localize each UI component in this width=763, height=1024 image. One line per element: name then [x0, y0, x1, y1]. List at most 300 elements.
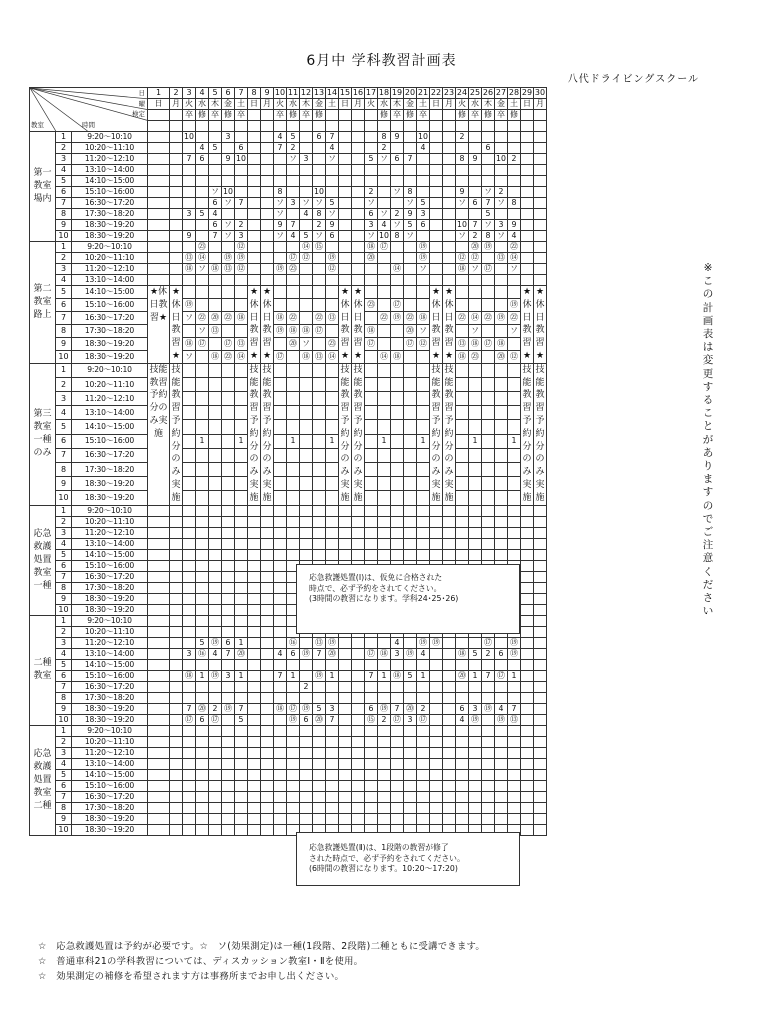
grid-cell — [183, 143, 196, 154]
grid-cell: ⑰ — [417, 714, 430, 725]
grid-cell — [534, 758, 547, 769]
grid-cell: ㉒ — [313, 311, 326, 324]
grid-cell — [378, 363, 391, 377]
grid-cell: ⑫ — [326, 264, 339, 275]
grid-cell — [222, 681, 235, 692]
period-number: 5 — [56, 769, 72, 780]
grid-cell: ⑲ — [209, 637, 222, 648]
grid-cell: 3 — [287, 198, 300, 209]
day-header: 1 — [148, 88, 170, 99]
grid-cell — [365, 549, 378, 560]
grid-cell — [417, 736, 430, 747]
grid-cell — [508, 176, 521, 187]
grid-cell: 4 — [326, 143, 339, 154]
grid-cell: 7 — [209, 231, 222, 242]
grid-cell — [326, 242, 339, 253]
grid-cell — [148, 242, 170, 253]
grid-cell — [430, 505, 443, 516]
period-number: 10 — [56, 231, 72, 242]
weekday-header: 金 — [313, 99, 326, 110]
grid-cell — [508, 132, 521, 143]
grid-cell — [352, 143, 365, 154]
grid-cell: 7 — [222, 648, 235, 659]
grid-cell — [170, 824, 183, 835]
grid-cell: ⑲ — [222, 703, 235, 714]
grid-cell: 5 — [404, 220, 417, 231]
grid-cell — [469, 132, 482, 143]
grid-cell: 3 — [365, 220, 378, 231]
grid-cell — [196, 802, 209, 813]
grid-cell — [326, 491, 339, 505]
grid-cell — [196, 165, 209, 176]
grid-cell — [339, 659, 352, 670]
grid-cell — [534, 198, 547, 209]
period-number: 8 — [56, 692, 72, 703]
grid-cell — [300, 736, 313, 747]
grid-cell — [378, 165, 391, 176]
grid-cell — [378, 659, 391, 670]
grid-cell — [339, 813, 352, 824]
grid-cell — [313, 298, 326, 311]
grid-cell — [261, 242, 274, 253]
test-header: 卒 — [495, 110, 508, 121]
grid-cell — [287, 813, 300, 824]
grid-cell: 3 — [391, 648, 404, 659]
period-time: 17:30～18:20 — [72, 209, 148, 220]
weekday-header: 日 — [339, 99, 352, 110]
grid-cell — [222, 377, 235, 391]
grid-cell — [274, 298, 287, 311]
period-number: 8 — [56, 324, 72, 337]
grid-cell — [534, 154, 547, 165]
grid-cell: 7 — [326, 714, 339, 725]
period-time: 9:20～10:10 — [72, 242, 148, 253]
grid-cell — [495, 176, 508, 187]
grid-cell — [170, 505, 183, 516]
grid-cell — [521, 275, 534, 286]
grid-cell — [404, 637, 417, 648]
grid-cell — [287, 780, 300, 791]
grid-cell — [521, 604, 534, 615]
grid-cell — [430, 154, 443, 165]
grid-cell: 7 — [235, 703, 248, 714]
header-blank — [391, 121, 404, 132]
grid-cell — [248, 571, 261, 582]
grid-cell — [222, 275, 235, 286]
grid-cell — [339, 736, 352, 747]
grid-cell — [339, 187, 352, 198]
grid-cell — [300, 491, 313, 505]
grid-cell — [287, 769, 300, 780]
grid-cell — [274, 462, 287, 476]
grid-cell — [261, 736, 274, 747]
grid-cell — [196, 350, 209, 363]
grid-cell — [261, 154, 274, 165]
grid-cell — [378, 527, 391, 538]
grid-cell — [456, 176, 469, 187]
grid-cell — [170, 714, 183, 725]
grid-cell — [300, 176, 313, 187]
header-blank — [248, 121, 261, 132]
grid-cell — [495, 165, 508, 176]
grid-cell: ⑳ — [196, 703, 209, 714]
holiday-cell: ★休日教習★ — [261, 286, 274, 364]
grid-cell — [261, 780, 274, 791]
grid-cell — [287, 477, 300, 491]
schedule-row — [30, 324, 547, 337]
schedule-row — [30, 659, 547, 670]
schedule-row — [30, 681, 547, 692]
grid-cell — [222, 560, 235, 571]
grid-cell — [365, 392, 378, 406]
grid-cell — [404, 659, 417, 670]
period-time: 18:30～19:20 — [72, 231, 148, 242]
grid-cell — [378, 253, 391, 264]
grid-cell: 2 — [469, 231, 482, 242]
grid-cell: 3 — [222, 132, 235, 143]
grid-cell: 6 — [365, 703, 378, 714]
grid-cell — [248, 220, 261, 231]
grid-cell: 9 — [222, 154, 235, 165]
grid-cell — [248, 242, 261, 253]
grid-cell — [183, 604, 196, 615]
grid-cell — [235, 505, 248, 516]
grid-cell — [430, 681, 443, 692]
weekday-header: 土 — [235, 99, 248, 110]
grid-cell — [313, 813, 326, 824]
grid-cell — [482, 286, 495, 299]
schedule-row — [30, 527, 547, 538]
grid-cell — [378, 187, 391, 198]
grid-cell — [495, 264, 508, 275]
period-time: 16:30～17:20 — [72, 448, 148, 462]
grid-cell — [469, 692, 482, 703]
grid-cell: 1 — [235, 670, 248, 681]
header-blank — [287, 121, 300, 132]
grid-cell — [313, 434, 326, 448]
schedule-row — [30, 143, 547, 154]
period-time: 13:10～14:00 — [72, 648, 148, 659]
grid-cell — [534, 791, 547, 802]
grid-cell — [183, 242, 196, 253]
grid-cell — [248, 132, 261, 143]
grid-cell — [196, 505, 209, 516]
grid-cell — [417, 420, 430, 434]
period-time: 15:10～16:00 — [72, 560, 148, 571]
grid-cell: ソ — [326, 154, 339, 165]
grid-cell: ⑱ — [417, 311, 430, 324]
grid-cell — [508, 659, 521, 670]
grid-cell — [352, 747, 365, 758]
grid-cell: ⑳ — [404, 324, 417, 337]
grid-cell: ⑱ — [456, 648, 469, 659]
grid-cell — [274, 802, 287, 813]
grid-cell — [261, 516, 274, 527]
grid-cell — [339, 165, 352, 176]
grid-cell — [235, 747, 248, 758]
grid-cell — [365, 736, 378, 747]
header-blank — [261, 121, 274, 132]
test-header: 卒 — [209, 110, 222, 121]
grid-cell — [469, 477, 482, 491]
grid-cell — [222, 659, 235, 670]
grid-cell: ソ — [274, 231, 287, 242]
grid-cell: 5 — [235, 714, 248, 725]
grid-cell — [235, 538, 248, 549]
grid-cell — [495, 286, 508, 299]
grid-cell: 5 — [196, 637, 209, 648]
grid-cell — [261, 538, 274, 549]
grid-cell — [222, 571, 235, 582]
grid-cell — [378, 637, 391, 648]
schedule-row — [30, 337, 547, 350]
grid-cell — [443, 209, 456, 220]
grid-cell — [495, 791, 508, 802]
grid-cell — [313, 377, 326, 391]
grid-cell — [508, 363, 521, 377]
grid-cell: ⑳ — [456, 670, 469, 681]
grid-cell: ⑱ — [287, 324, 300, 337]
test-header: 修 — [196, 110, 209, 121]
grid-cell — [261, 758, 274, 769]
grid-cell — [469, 505, 482, 516]
grid-cell — [365, 132, 378, 143]
grid-cell — [170, 615, 183, 626]
grid-cell — [313, 769, 326, 780]
schedule-row — [30, 220, 547, 231]
period-time: 13:10～14:00 — [72, 538, 148, 549]
period-time: 15:10～16:00 — [72, 780, 148, 791]
grid-cell — [300, 637, 313, 648]
grid-cell — [339, 681, 352, 692]
grid-cell — [482, 298, 495, 311]
period-time: 18:30～19:20 — [72, 220, 148, 231]
section-label: 第二教室 路上 — [30, 242, 56, 364]
grid-cell — [352, 264, 365, 275]
grid-cell — [365, 802, 378, 813]
grid-cell — [148, 659, 170, 670]
grid-cell: 7 — [391, 703, 404, 714]
grid-cell: 2 — [495, 187, 508, 198]
grid-cell — [404, 462, 417, 476]
grid-cell — [148, 264, 170, 275]
grid-cell: 4 — [378, 220, 391, 231]
grid-cell: ソ — [417, 324, 430, 337]
grid-cell — [365, 747, 378, 758]
grid-cell — [261, 505, 274, 516]
period-number: 4 — [56, 406, 72, 420]
test-header — [148, 110, 170, 121]
day-header: 10 — [274, 88, 286, 97]
grid-cell: 9 — [404, 209, 417, 220]
grid-cell — [300, 132, 313, 143]
grid-cell: 2 — [209, 703, 222, 714]
grid-cell — [326, 448, 339, 462]
schedule-row — [30, 714, 547, 725]
grid-cell — [469, 377, 482, 391]
grid-cell — [482, 747, 495, 758]
grid-cell — [495, 491, 508, 505]
grid-cell — [352, 758, 365, 769]
grid-cell — [534, 670, 547, 681]
grid-cell — [443, 275, 456, 286]
grid-cell — [196, 824, 209, 835]
grid-cell — [352, 549, 365, 560]
period-number: 7 — [56, 791, 72, 802]
grid-cell — [482, 758, 495, 769]
grid-cell — [456, 791, 469, 802]
grid-cell — [339, 637, 352, 648]
grid-cell: ⑲ — [508, 637, 521, 648]
grid-cell — [261, 231, 274, 242]
grid-cell: ソ — [456, 231, 469, 242]
day-header: 24 — [456, 88, 468, 97]
grid-cell — [443, 637, 456, 648]
grid-cell — [417, 758, 430, 769]
grid-cell — [261, 560, 274, 571]
grid-cell: 6 — [209, 198, 222, 209]
grid-cell — [235, 420, 248, 434]
grid-cell: ソ — [378, 209, 391, 220]
grid-cell — [209, 491, 222, 505]
grid-cell — [235, 462, 248, 476]
test-header: 修 — [313, 110, 326, 121]
grid-cell — [183, 571, 196, 582]
grid-cell — [170, 725, 183, 736]
grid-cell: ⑱ — [183, 670, 196, 681]
grid-cell — [148, 527, 170, 538]
grid-cell — [339, 780, 352, 791]
period-number: 5 — [56, 549, 72, 560]
skill-only-cell: 技能教習予約分のみ実施 — [339, 363, 352, 505]
grid-cell — [148, 725, 170, 736]
grid-cell — [456, 637, 469, 648]
test-header — [170, 110, 183, 121]
grid-cell — [313, 448, 326, 462]
grid-cell: 7 — [365, 670, 378, 681]
grid-cell — [222, 363, 235, 377]
grid-cell — [352, 703, 365, 714]
grid-cell — [482, 769, 495, 780]
schedule-table — [29, 87, 547, 836]
grid-cell — [196, 725, 209, 736]
grid-cell — [430, 769, 443, 780]
grid-cell — [196, 198, 209, 209]
day-header: 5 — [209, 88, 222, 99]
grid-cell — [209, 462, 222, 476]
grid-cell — [235, 324, 248, 337]
grid-cell: 4 — [287, 231, 300, 242]
skill-only-cell: 技能教習予約分のみ実施 — [352, 363, 365, 505]
grid-cell — [326, 275, 339, 286]
grid-cell — [469, 747, 482, 758]
grid-cell — [196, 780, 209, 791]
grid-cell: 1 — [378, 434, 391, 448]
grid-cell — [222, 582, 235, 593]
grid-cell — [430, 538, 443, 549]
grid-cell: ⑱ — [300, 350, 313, 363]
schedule-row — [30, 176, 547, 187]
grid-cell — [378, 736, 391, 747]
grid-cell — [261, 264, 274, 275]
grid-cell — [235, 549, 248, 560]
grid-cell — [378, 377, 391, 391]
grid-cell — [430, 549, 443, 560]
grid-cell — [430, 176, 443, 187]
grid-cell — [235, 477, 248, 491]
grid-cell — [248, 143, 261, 154]
grid-cell: ソ — [365, 198, 378, 209]
grid-cell: 5 — [326, 198, 339, 209]
section-label: 二種教室 — [30, 615, 56, 725]
grid-cell — [287, 527, 300, 538]
grid-cell — [196, 275, 209, 286]
grid-cell — [352, 670, 365, 681]
grid-cell: 1 — [196, 434, 209, 448]
grid-cell — [300, 165, 313, 176]
grid-cell — [339, 703, 352, 714]
grid-cell — [495, 143, 508, 154]
grid-cell — [469, 209, 482, 220]
period-number: 6 — [56, 670, 72, 681]
grid-cell — [521, 242, 534, 253]
grid-cell — [183, 505, 196, 516]
grid-cell — [287, 350, 300, 363]
grid-cell — [534, 824, 547, 835]
grid-cell: ⑲ — [417, 637, 430, 648]
grid-cell — [261, 714, 274, 725]
grid-cell — [508, 209, 521, 220]
grid-cell: ⑱ — [456, 264, 469, 275]
grid-cell: 5 — [300, 231, 313, 242]
grid-cell — [352, 132, 365, 143]
day-header: 30 — [534, 88, 546, 97]
schedule-row — [30, 448, 547, 462]
schedule-row — [30, 392, 547, 406]
grid-cell — [378, 516, 391, 527]
schedule-row — [30, 736, 547, 747]
grid-cell — [222, 769, 235, 780]
grid-cell — [274, 491, 287, 505]
grid-cell — [417, 392, 430, 406]
grid-cell — [287, 165, 300, 176]
footer-note-1: ☆ 応急救護処置は予約が必要です。☆ ソ(効果測定)は一種(1段階、2段階)二種ともに受講できます。 — [38, 941, 485, 952]
grid-cell — [196, 477, 209, 491]
grid-cell — [339, 527, 352, 538]
grid-cell — [378, 420, 391, 434]
grid-cell — [521, 571, 534, 582]
grid-cell: ⑲ — [235, 253, 248, 264]
grid-cell — [261, 176, 274, 187]
grid-cell — [235, 681, 248, 692]
grid-cell: ⑲ — [274, 264, 287, 275]
grid-cell: ⑳ — [313, 714, 326, 725]
skill-only-cell: 技能教習予約分のみ実施 — [534, 363, 547, 505]
grid-cell — [196, 615, 209, 626]
section-label: 応急救護処置教室 二種 — [30, 725, 56, 835]
header-blank — [534, 121, 547, 132]
grid-cell — [378, 813, 391, 824]
grid-cell: ⑱ — [183, 337, 196, 350]
grid-cell — [339, 747, 352, 758]
grid-cell — [482, 350, 495, 363]
grid-cell — [456, 681, 469, 692]
grid-cell — [326, 420, 339, 434]
grid-cell — [391, 198, 404, 209]
grid-cell: ㉒ — [378, 311, 391, 324]
grid-cell — [222, 538, 235, 549]
grid-cell: ⑱ — [391, 350, 404, 363]
